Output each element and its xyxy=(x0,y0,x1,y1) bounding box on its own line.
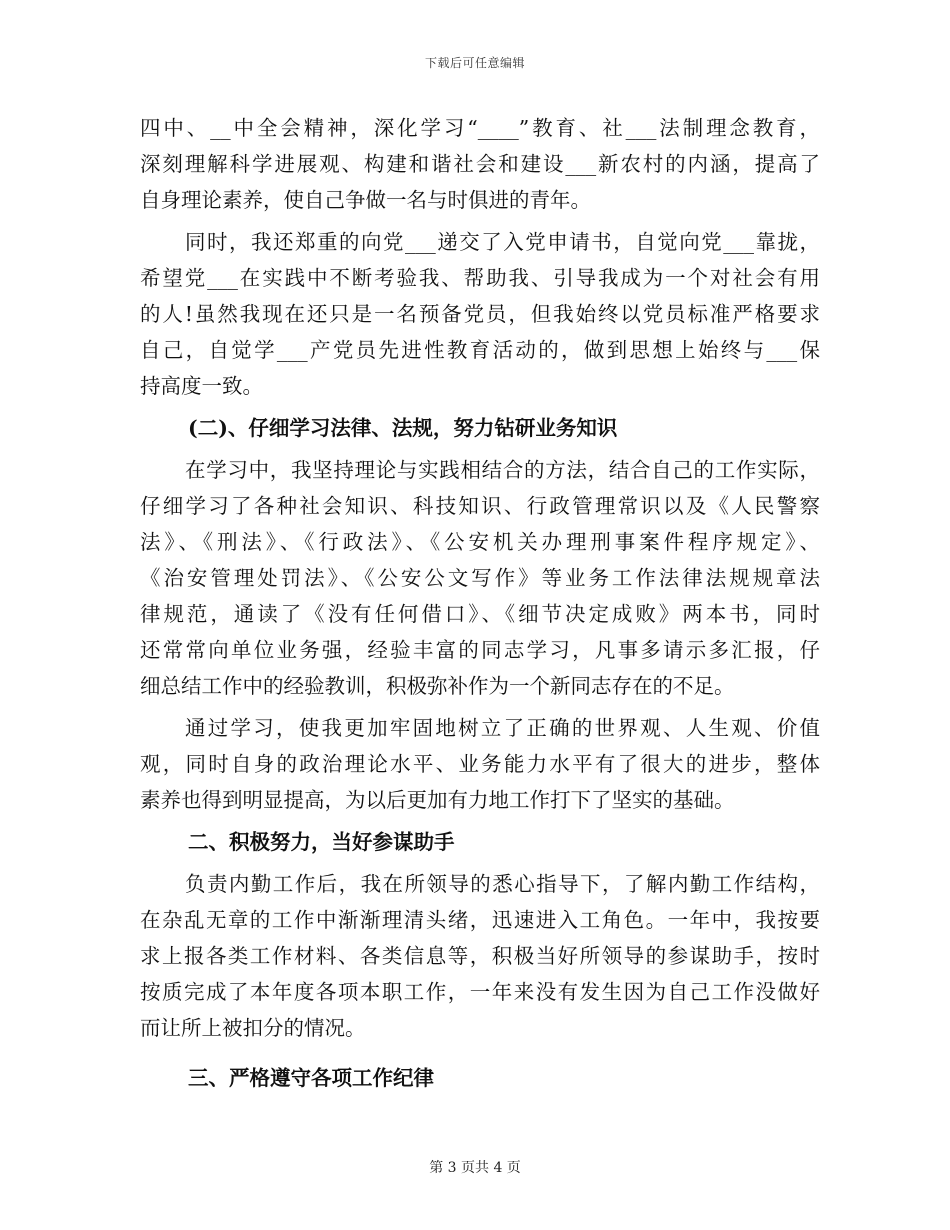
document-body xyxy=(140,110,820,1096)
paragraph-4 xyxy=(140,710,820,818)
section-heading-2-2: (二)、仔细学习法律、法规，努力钻研业务知识 xyxy=(188,416,618,440)
text-line: 负责内勤工作后，我在所领导的悉心指导下，了解内勤工作结构， xyxy=(185,872,820,896)
text-line: 细总结工作中的经验教训，积极弥补作为一个新同志存在的不足。 xyxy=(140,674,735,698)
text-line: 律规范，通读了《没有任何借口》、《细节决定成败》两本书，同时 xyxy=(140,602,820,626)
page-footer: 第 3 页共 4 页 xyxy=(429,1160,521,1176)
text-line: 仔细学习了各种社会知识、科技知识、行政管理常识以及《人民警察 xyxy=(140,494,820,518)
paragraph-2 xyxy=(140,224,820,404)
text-line: 而让所上被扣分的情况。 xyxy=(140,1016,366,1040)
paragraph-5 xyxy=(140,866,820,1046)
text-line: 自身理论素养，使自己争做一名与时俱进的青年。 xyxy=(140,188,591,212)
text-line: 同时，我还郑重的向党___递交了入党申请书，自觉向党___靠拢， xyxy=(185,230,820,254)
paragraph-3 xyxy=(140,452,820,704)
text-line: 求上报各类工作材料、各类信息等，积极当好所领导的参谋助手，按时 xyxy=(140,944,820,968)
text-line: 的人!虽然我现在还只是一名预备党员，但我始终以党员标准严格要求 xyxy=(140,302,820,326)
page-header: 下载后可任意编辑 xyxy=(424,56,525,70)
section-heading-2: 二、积极努力，当好参谋助手 xyxy=(188,830,455,854)
text-line: 在学习中，我坚持理论与实践相结合的方法，结合自己的工作实际， xyxy=(185,458,820,482)
text-line: 四中、__中全会精神，深化学习“____”教育、社___法制理念教育， xyxy=(140,116,820,140)
text-line: 持高度一致。 xyxy=(140,374,263,398)
text-line: 按质完成了本年度各项本职工作，一年来没有发生因为自己工作没做好 xyxy=(140,980,820,1004)
text-line: 在杂乱无章的工作中渐渐理清头绪，迅速进入工角色。一年中，我按要 xyxy=(140,908,820,932)
text-line: 希望党___在实践中不断考验我、帮助我、引导我成为一个对社会有用 xyxy=(140,266,820,290)
text-line: 还常常向单位业务强，经验丰富的同志学习，凡事多请示多汇报，仔 xyxy=(140,638,820,662)
text-line: 通过学习，使我更加牢固地树立了正确的世界观、人生观、价值 xyxy=(185,716,820,740)
text-line: 《治安管理处罚法》、《公安公文写作》等业务工作法律法规规章法 xyxy=(140,566,820,590)
section-heading-3: 三、严格遵守各项工作纪律 xyxy=(188,1066,434,1090)
text-line: 观，同时自身的政治理论水平、业务能力水平有了很大的进步，整体 xyxy=(140,752,820,776)
paragraph-1 xyxy=(140,110,820,218)
text-line: 素养也得到明显提高，为以后更加有力地工作打下了坚实的基础。 xyxy=(140,788,735,812)
text-line: 自己，自觉学___产党员先进性教育活动的，做到思想上始终与___保 xyxy=(140,338,820,362)
text-line: 深刻理解科学进展观、构建和谐社会和建设___新农村的内涵，提高了 xyxy=(140,152,820,176)
text-line: 法》、《刑法》、《行政法》、《公安机关办理刑事案件程序规定》、 xyxy=(140,530,820,554)
